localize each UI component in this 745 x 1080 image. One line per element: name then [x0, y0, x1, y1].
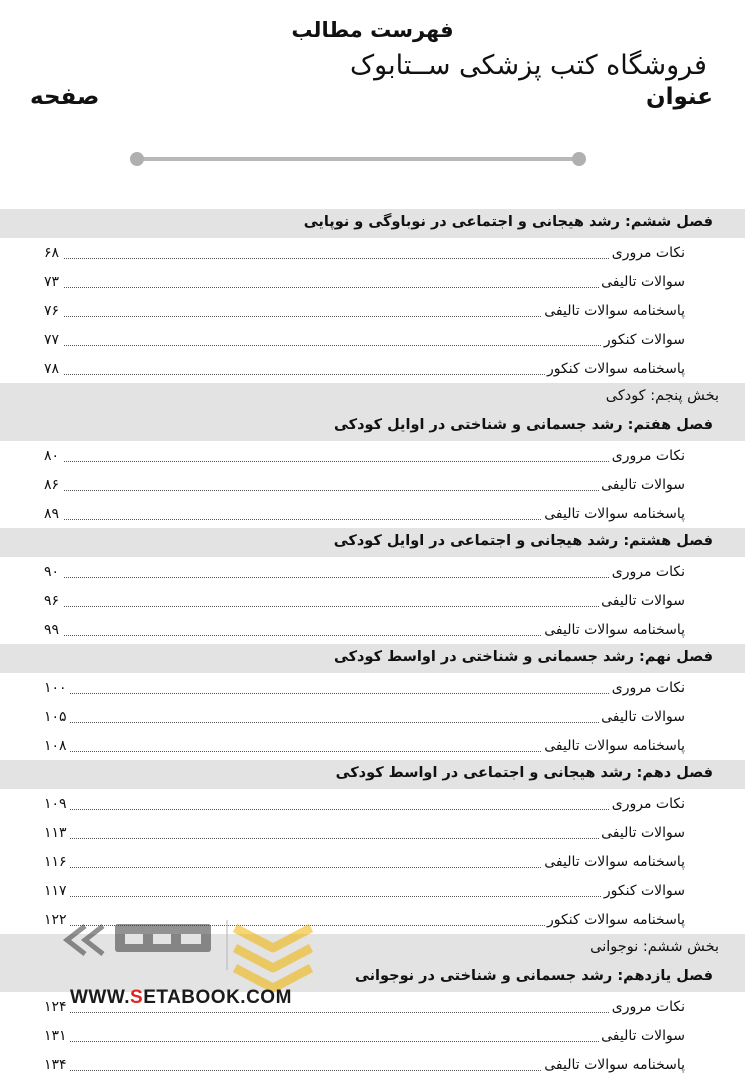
toc-entry-page: ۱۰۵	[44, 709, 67, 725]
toc-chapter-heading	[0, 412, 745, 441]
toc-entry-page: ۱۱۶	[44, 854, 67, 870]
toc-entry-page: ۸۰	[44, 448, 60, 464]
toc-entry-label: سوالات تالیفی	[601, 1028, 685, 1044]
toc-entry-page: ۱۳۴	[44, 1057, 67, 1073]
toc-entry-label: نکات مروری	[611, 796, 685, 812]
setabook-url-watermark	[70, 987, 292, 1009]
toc-entry-label: پاسخنامه سوالات تالیفی	[544, 303, 685, 319]
toc-entry-page: ۹۰	[44, 564, 60, 580]
toc-entry	[0, 818, 745, 847]
toc-entry	[0, 1021, 745, 1050]
dot-leader	[64, 722, 685, 723]
toc-entry-label: نکات مروری	[611, 245, 685, 261]
toc-entry-label: پاسخنامه سوالات کنکور	[547, 361, 685, 377]
chapter-title: فصل یازدهم: رشد جسمانی و شناختی در نوجوانی	[354, 968, 713, 984]
toc-entry-page: ۱۰۹	[44, 796, 67, 812]
toc-entry	[0, 789, 745, 818]
dot-leader	[64, 693, 685, 694]
toc-part-heading	[0, 383, 745, 412]
dot-leader	[64, 606, 685, 607]
toc-entry-page: ۷۸	[44, 361, 60, 377]
dot-leader	[64, 345, 685, 346]
toc-entry	[0, 731, 745, 760]
toc-entry-label: پاسخنامه سوالات تالیفی	[544, 506, 685, 522]
toc-entry	[0, 267, 745, 296]
toc-entry-page: ۱۱۳	[44, 825, 67, 841]
part-title: بخش ششم: نوجوانی	[590, 939, 719, 955]
toc-entry-label: سوالات کنکور	[603, 332, 685, 348]
dot-leader	[64, 896, 685, 897]
toc-entry-label: پاسخنامه سوالات تالیفی	[544, 622, 685, 638]
toc-entry	[0, 238, 745, 267]
toc-entry-label: سوالات تالیفی	[601, 274, 685, 290]
toc-entry	[0, 470, 745, 499]
toc-entry-page: ۶۸	[44, 245, 60, 261]
toc-entry	[0, 586, 745, 615]
toc-entry	[0, 702, 745, 731]
dot-leader	[64, 1041, 685, 1042]
toc-chapter-heading	[0, 528, 745, 557]
toc-entry-page: ۱۰۸	[44, 738, 67, 754]
table-of-contents	[0, 209, 745, 1079]
toc-entry-page: ۷۳	[44, 274, 60, 290]
toc-entry-label: سوالات تالیفی	[601, 477, 685, 493]
dot-leader	[64, 809, 685, 810]
toc-entry-label: پاسخنامه سوالات تالیفی	[544, 854, 685, 870]
toc-part-heading	[0, 934, 745, 963]
toc-chapter-heading	[0, 644, 745, 673]
toc-entry	[0, 557, 745, 586]
chapter-title: فصل هفتم: رشد جسمانی و شناختی در اوایل کودکی	[333, 417, 713, 433]
url-prefix: WWW.	[70, 987, 131, 1008]
toc-entry-label: سوالات تالیفی	[601, 825, 685, 841]
toc-entry	[0, 1050, 745, 1079]
page-title: فهرست مطالب	[291, 18, 454, 42]
toc-entry-page: ۹۶	[44, 593, 60, 609]
toc-entry-label: پاسخنامه سوالات تالیفی	[544, 738, 685, 754]
divider-right-dot	[572, 152, 586, 166]
toc-entry-label: نکات مروری	[611, 680, 685, 696]
url-highlight: S	[130, 987, 144, 1008]
toc-entry-page: ۱۱۷	[44, 883, 67, 899]
url-suffix: ETABOOK.COM	[143, 987, 292, 1008]
decorative-divider	[130, 152, 586, 166]
toc-entry	[0, 615, 745, 644]
part-title: بخش پنجم: کودکی	[605, 388, 719, 404]
toc-entry-label: سوالات تالیفی	[601, 593, 685, 609]
toc-entry-label: سوالات کنکور	[603, 883, 685, 899]
toc-entry-page: ۸۶	[44, 477, 60, 493]
toc-entry	[0, 354, 745, 383]
toc-entry-label: پاسخنامه سوالات کنکور	[547, 912, 685, 928]
chapter-title: فصل هشتم: رشد هیجانی و اجتماعی در اوایل کودکی	[333, 533, 713, 549]
toc-entry-page: ۹۹	[44, 622, 60, 638]
toc-entry	[0, 905, 745, 934]
toc-entry-label: سوالات تالیفی	[601, 709, 685, 725]
store-name: فروشگاه کتب پزشکی ســتابوک	[350, 50, 707, 81]
dot-leader	[64, 838, 685, 839]
dot-leader	[64, 490, 685, 491]
dot-leader	[64, 461, 685, 462]
toc-entry	[0, 876, 745, 905]
toc-entry	[0, 499, 745, 528]
dot-leader	[64, 258, 685, 259]
dot-leader	[64, 287, 685, 288]
toc-entry	[0, 441, 745, 470]
toc-chapter-heading	[0, 209, 745, 238]
chapter-title: فصل دهم: رشد هیجانی و اجتماعی در اواسط کودکی	[335, 765, 713, 781]
toc-entry-page: ۸۹	[44, 506, 60, 522]
chapter-title: فصل ششم: رشد هیجانی و اجتماعی در نوباوگی و نوپایی	[303, 214, 713, 230]
toc-entry-page: ۷۷	[44, 332, 60, 348]
toc-entry-label: نکات مروری	[611, 999, 685, 1015]
toc-entry-page: ۷۶	[44, 303, 60, 319]
toc-entry-label: نکات مروری	[611, 448, 685, 464]
column-header-title: عنوان	[645, 84, 713, 110]
toc-entry	[0, 296, 745, 325]
toc-entry-page: ۱۳۱	[44, 1028, 67, 1044]
column-header-page: صفحه	[30, 84, 100, 110]
toc-chapter-heading	[0, 760, 745, 789]
toc-entry	[0, 325, 745, 354]
toc-entry-page: ۱۰۰	[44, 680, 67, 696]
toc-entry-label: پاسخنامه سوالات تالیفی	[544, 1057, 685, 1073]
dot-leader	[64, 1012, 685, 1013]
dot-leader	[64, 577, 685, 578]
toc-entry-label: نکات مروری	[611, 564, 685, 580]
toc-entry	[0, 673, 745, 702]
toc-entry-page: ۱۲۲	[44, 912, 67, 928]
chapter-title: فصل نهم: رشد جسمانی و شناختی در اواسط کودکی	[333, 649, 713, 665]
toc-entry	[0, 847, 745, 876]
divider-left-dot	[130, 152, 144, 166]
toc-entry-page: ۱۲۴	[44, 999, 67, 1015]
divider-bar	[136, 157, 580, 161]
